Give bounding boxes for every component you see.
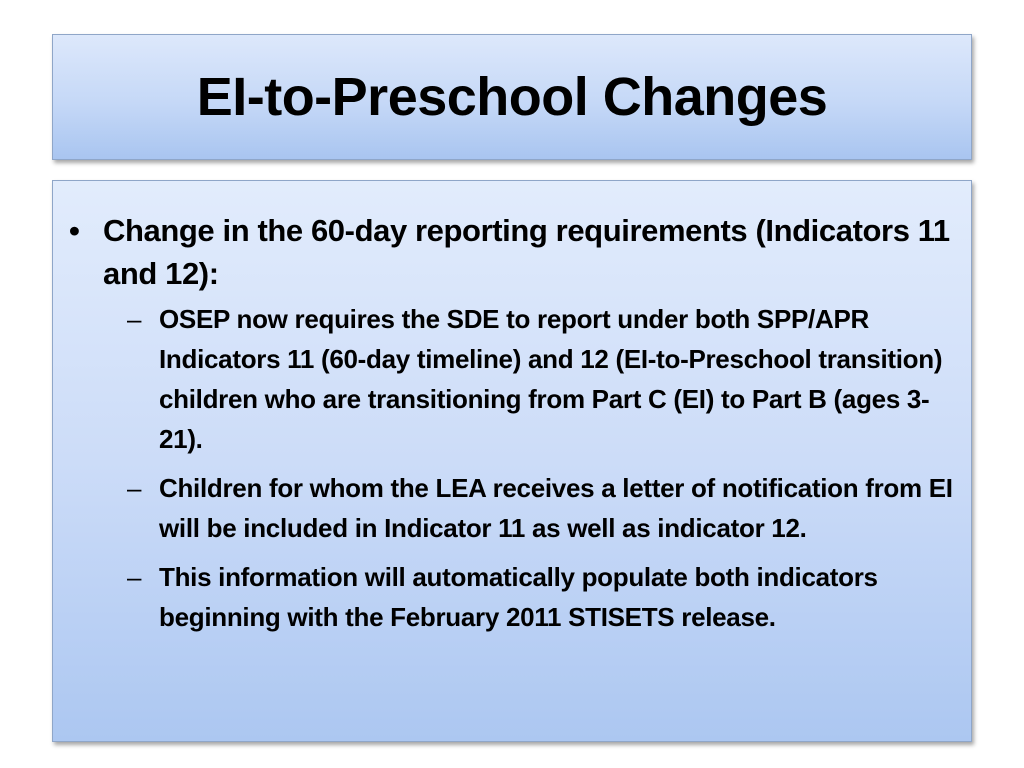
dash-marker: – (127, 304, 142, 334)
bullet-item (67, 209, 959, 295)
bullet-text: Change in the 60-day reporting requirements (Indicators 11 and 12): (103, 213, 950, 291)
content-box (52, 180, 972, 742)
sub-bullet-text: OSEP now requires the SDE to report under both SPP/APR Indicators 11 (60-day timeline) and 12 (EI-to-Preschool transition) children who are transitioning from Part C (EI) to Part B (ages 3-21). (159, 304, 943, 454)
bullet-marker: • (69, 213, 80, 248)
dash-marker: – (127, 473, 142, 503)
sub-bullet-item (127, 557, 959, 637)
sub-bullet-list (67, 299, 959, 637)
sub-bullet-text: Children for whom the LEA receives a letter of notification from EI will be included in Indicator 11 as well as indicator 12. (159, 473, 953, 543)
slide-title: EI-to-Preschool Changes (196, 67, 828, 127)
dash-marker: – (127, 562, 142, 592)
sub-bullet-item (127, 299, 959, 459)
sub-bullet-text: This information will automatically populate both indicators beginning with the February 2011 STISETS release. (159, 562, 878, 632)
sub-bullet-item (127, 468, 959, 548)
title-box (52, 34, 972, 160)
